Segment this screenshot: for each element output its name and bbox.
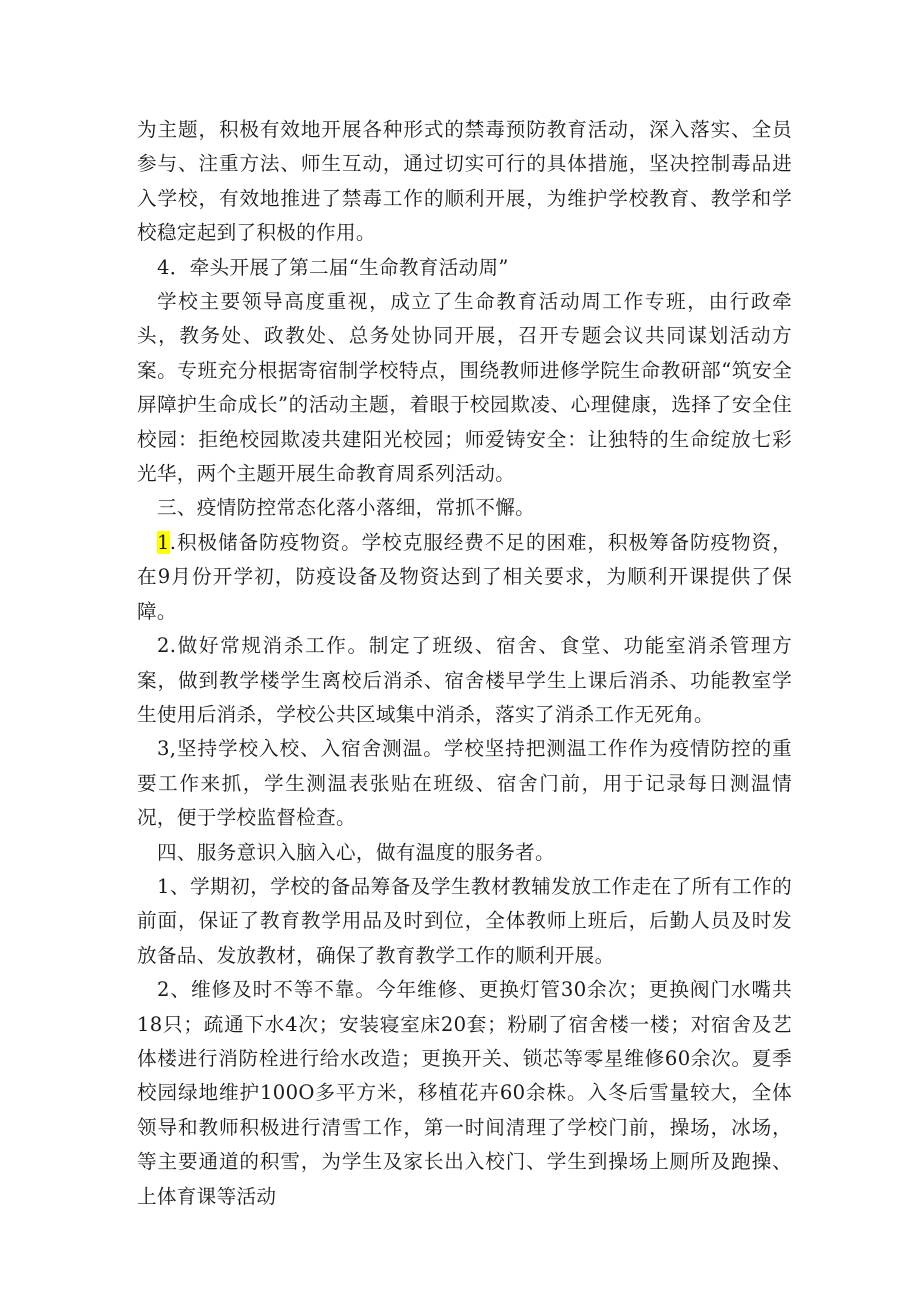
text-line: 起到了积极的作用。 <box>196 221 376 245</box>
section-heading-service <box>137 836 792 870</box>
text-line: 1、学期初，学校的备品筹备及学生教材教辅发放工作走在了所有工作的 <box>157 874 792 898</box>
text-line: 3,坚持学校入校、入宿舍测温。学校坚持把测温工作作为疫情防控的重 <box>157 737 792 761</box>
text-line: 教务处、政教处、总务处协同开展，召开专题会议共同谋划活动方案。专班 <box>137 324 792 382</box>
text-line: 只；疏通下水4次；安装寝室床20套；粉刷了宿舍楼一楼；对宿舍及艺体楼进 <box>137 1012 792 1070</box>
text-line: 为主题，积极有效地开展各种形式的禁毒预防教育活动，深入落实、全员参 <box>137 118 792 176</box>
text-line: 学校主要领导高度重视，成立了生命教育活动周工作专班，由行政牵头， <box>137 290 792 348</box>
text-line: 积雪，为学生及家长出入校门、学生到操场上厕所及跑操、上体育课等活动 <box>137 1150 792 1208</box>
text-line: 绝校园欺凌共建阳光校园；师爱铸安全：让独特的生命绽放七彩光华，两个 <box>137 427 792 486</box>
section-heading-epidemic <box>137 491 792 525</box>
text-line: 2.做好常规消杀工作。制定了班级、宿舍、食堂、功能室消杀管理方案， <box>137 634 792 692</box>
text-line: 2、维修及时不等不靠。今年维修、更换灯管30余次；更换阀门水嘴共18 <box>137 978 792 1036</box>
text-line: 做到教学楼学生离校后消杀、宿舍楼早学生上课后消杀、功能教室学生使用 <box>137 668 792 726</box>
text-line: 充分根据寄宿制学校特点，围绕教师进修学院生命教研部“筑安全屏障护生 <box>137 358 793 417</box>
heading-life-education-week <box>137 251 792 285</box>
document-body <box>137 113 792 1214</box>
text-line: 积极进行清雪工作，第一时间清理了学校门前，操场，冰场，等主要通道的 <box>137 1115 792 1174</box>
text-line: 4．牵头开展了第二届“生命教育活动周” <box>157 255 509 279</box>
text-line: 三、疫情防控常态化落小落细，常抓不懈。 <box>157 496 535 520</box>
text-line: 命成长”的活动主题，着眼于校园欺凌、心理健康，选择了安全住校园：拒 <box>137 393 793 451</box>
text-line: 维护100O多平方米，移植花卉60余株。入冬后雪量较大，全体领导和教师 <box>137 1081 792 1139</box>
text-line: 便于学校监督检查。 <box>176 806 356 830</box>
highlighted-number: 1 <box>157 530 170 554</box>
paragraph-disinfection <box>137 629 792 732</box>
paragraph-drug-prevention <box>137 113 792 251</box>
text-line: 后消杀，学校公共区域集中消杀，落实了消杀工作无死角。 <box>196 702 714 726</box>
paragraph-epidemic-supplies <box>137 526 792 629</box>
paragraph-temperature <box>137 732 792 835</box>
text-line: 要工作来抓，学生测温表张贴在班级、宿舍门前，用于记录每日测温情况， <box>137 771 792 830</box>
paragraph-life-education <box>137 285 792 491</box>
text-line: 四、服务意识入脑入心，做有温度的服务者。 <box>157 840 555 864</box>
text-line: 9月份开学初，防疫设备及物资达到了相关要求，为顺利开课提供了保障。 <box>137 565 792 623</box>
text-line: 主题开展生命教育周系列活动。 <box>236 462 515 486</box>
text-line: 校，有效地推进了禁毒工作的顺利开展，为维护学校教育、教学和学校稳定 <box>137 186 792 245</box>
text-line: 行消防栓进行给水改造；更换开关、锁芯等零星维修60余次。夏季校园绿地 <box>137 1046 792 1105</box>
text-line: 前面，保证了教育教学用品及时到位，全体教师上班后，后勤人员及时发放 <box>137 909 792 967</box>
text-line: 与、注重方法、师生互动，通过切实可行的具体措施，坚决控制毒品进入学 <box>137 152 792 210</box>
paragraph-supplies-distribution <box>137 870 792 973</box>
paragraph-maintenance <box>137 973 792 1214</box>
text-line: 备品、发放教材，确保了教育教学工作的顺利开展。 <box>156 943 615 967</box>
text-line: .积极储备防疫物资。学校克服经费不足的困难，积极筹备防疫物资，在 <box>137 530 792 589</box>
